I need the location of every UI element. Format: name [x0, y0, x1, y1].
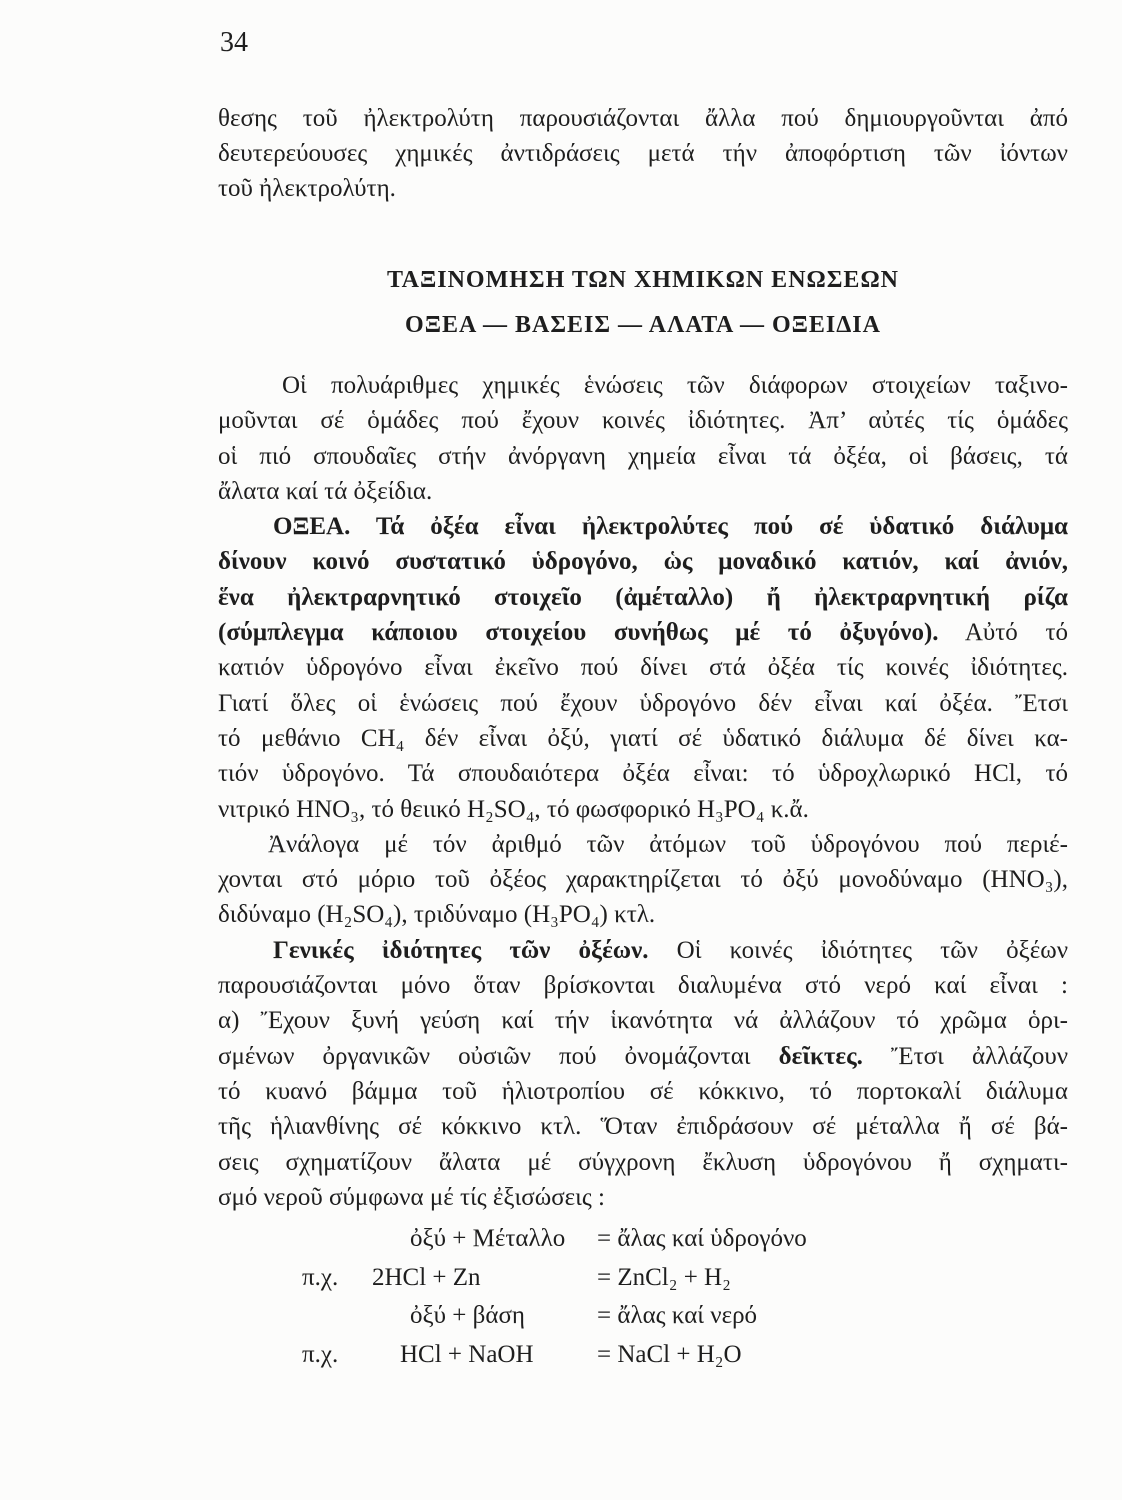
text-line: χονται στό μόριο τοῦ ὀξέος χαρακτηρίζεται τό ὀξύ μονοδύναμο (HNO₃),: [218, 866, 1068, 894]
text-line: [218, 933, 1068, 968]
text-line: τό κυανό βάμμα τοῦ ἡλιοτροπίου σέ κόκκινο, τό πορτοκαλί διάλυμα: [218, 1077, 1068, 1105]
text-line: ἄλατα καί τά ὀξείδια.: [218, 477, 433, 505]
indicators-term: δεῖκτες.: [778, 1042, 863, 1070]
section-title: ΤΑΞΙΝΟΜΗΣΗ ΤΩΝ ΧΗΜΙΚΩΝ ΕΝΩΣΕΩΝ: [387, 267, 899, 293]
text-line: τῆς ἡλιανθίνης σέ κόκκινο κτλ. Ὅταν ἐπιδράσουν σέ μέταλλα ἤ σέ βά-: [218, 1113, 1068, 1141]
equation-row: [0, 1336, 1122, 1375]
equation-lhs: ὀξύ + Μέταλλο: [410, 1225, 566, 1252]
text-segment: Αὐτό τό: [964, 619, 1068, 647]
section-subtitle: ΟΞΕΑ — ΒΑΣΕΙΣ — ΑΛΑΤΑ — ΟΞΕΙΔΙΑ: [405, 312, 881, 338]
text-line: παρουσιάζονται μόνο ὅταν βρίσκονται διαλυμένα στό νερό καί εἶναι :: [218, 972, 1068, 1000]
properties-paragraph: [218, 933, 1068, 1215]
body-text: [218, 368, 1068, 1215]
equation-rhs: = ἄλας καί νερό: [597, 1302, 758, 1329]
acids-definition-line: δίνουν κοινό συστατικό ὑδρογόνο, ὡς μοναδικό κατιόν, καί ἀνιόν,: [218, 548, 1068, 576]
text-line: μοῦνται σέ ὁμάδες πού ἔχουν κοινές ἰδιότητες. Ἀπ’ αὐτές τίς ὁμάδες: [218, 407, 1068, 435]
text-line: θεσης τοῦ ἠλεκτρολύτη παρουσιάζονται ἄλλα πού δημιουργοῦνται ἀπό: [218, 105, 1068, 132]
text-line: νιτρικό HNO₃, τό θειικό H₂SO₄, τό φωσφορικό H₃PO₄ κ.ἄ.: [218, 795, 809, 823]
equation-rhs: = ZnCl₂ + H₂: [597, 1263, 731, 1291]
equation-lhs: 2HCl + Zn: [372, 1263, 481, 1291]
text-line: Γιατί ὅλες οἱ ἑνώσεις πού ἔχουν ὑδρογόνο δέν εἶναι καί ὀξέα. Ἔτσι: [218, 689, 1068, 717]
text-line: α) Ἔχουν ξυνή γεύση καί τήν ἱκανότητα νά ἀλλάζουν τό χρῶμα ὁρι-: [218, 1007, 1068, 1035]
acids-definition-line: ἕνα ἠλεκτραρνητικό στοιχεῖο (ἀμέταλλο) ἤ ἠλεκτραρνητική ρίζα: [218, 583, 1068, 611]
text-line: [218, 1039, 1068, 1074]
text-line: κατιόν ὑδρογόνο εἶναι ἐκεῖνο πού δίνει στά ὀξέα τίς κοινές ἰδιότητες.: [218, 654, 1068, 682]
properties-heading: Γενικές ἰδιότητες τῶν ὀξέων.: [273, 936, 649, 964]
acids-definition-line: ΟΞΕΑ. Τά ὀξέα εἶναι ἠλεκτρολύτες πού σέ ὑδατικό διάλυμα: [273, 513, 1068, 541]
equation-lhs: HCl + NaOH: [400, 1340, 534, 1368]
page-number: 34: [220, 27, 248, 58]
text-line: τιόν ὑδρογόνο. Τά σπουδαιότερα ὀξέα εἶναι: τό ὑδροχλωρικό HCl, τό: [218, 760, 1068, 788]
text-line: οἱ πιό σπουδαῖες στήν ἀνόργανη χημεία εἶναι τά ὀξέα, οἱ βάσεις, τά: [218, 442, 1068, 470]
equation-row: [0, 1297, 1122, 1336]
acids-definition-end: (σύμπλεγμα κάποιου στοιχείου συνήθως μέ τό ὀξυγόνο).: [218, 619, 939, 647]
text-segment: σμένων ὀργανικῶν οὐσιῶν πού ὀνομάζονται: [218, 1042, 751, 1070]
classification-paragraph: [218, 368, 1068, 509]
acids-paragraph: [218, 509, 1068, 827]
text-segment: Ἔτσι ἀλλάζουν: [891, 1042, 1069, 1070]
equation-row: [0, 1259, 1122, 1298]
text-line: Ἀνάλογα μέ τόν ἀριθμό τῶν ἀτόμων τοῦ ὑδρογόνου πού περιέ-: [268, 830, 1068, 858]
text-line: σμό νεροῦ σύμφωνα μέ τίς ἐξισώσεις :: [218, 1183, 605, 1211]
text-line: τοῦ ἠλεκτρολύτη.: [218, 175, 396, 202]
text-segment: Οἱ κοινές ἰδιότητες τῶν ὀξέων: [676, 936, 1069, 964]
text-line: διδύναμο (H₂SO₄), τριδύναμο (H₃PO₄) κτλ.: [218, 901, 656, 929]
example-label: π.χ.: [302, 1263, 339, 1291]
equation-row: [0, 1220, 1122, 1259]
example-label: π.χ.: [302, 1340, 339, 1368]
intro-paragraph: [218, 101, 1068, 206]
equation-rhs: = ἄλας καί ὑδρογόνο: [597, 1225, 807, 1252]
text-line: Οἱ πολυάριθμες χημικές ἑνώσεις τῶν διάφορων στοιχείων ταξινο-: [282, 372, 1068, 399]
equation-lhs: ὀξύ + βάση: [410, 1302, 525, 1329]
equations: [0, 1220, 1122, 1374]
valence-paragraph: [218, 827, 1068, 933]
text-line: [218, 615, 1068, 650]
text-line: τό μεθάνιο CH₄ δέν εἶναι ὀξύ, γιατί σέ ὑδατικό διάλυμα δέ δίνει κα-: [218, 724, 1068, 752]
text-line: δευτερεύουσες χημικές ἀντιδράσεις μετά τήν ἀποφόρτιση τῶν ἰόντων: [218, 140, 1068, 167]
text-line: σεις σχηματίζουν ἄλατα μέ σύγχρονη ἔκλυση ὑδρογόνου ἤ σχηματι-: [218, 1148, 1068, 1176]
equation-rhs: = NaCl + H₂O: [597, 1340, 742, 1368]
